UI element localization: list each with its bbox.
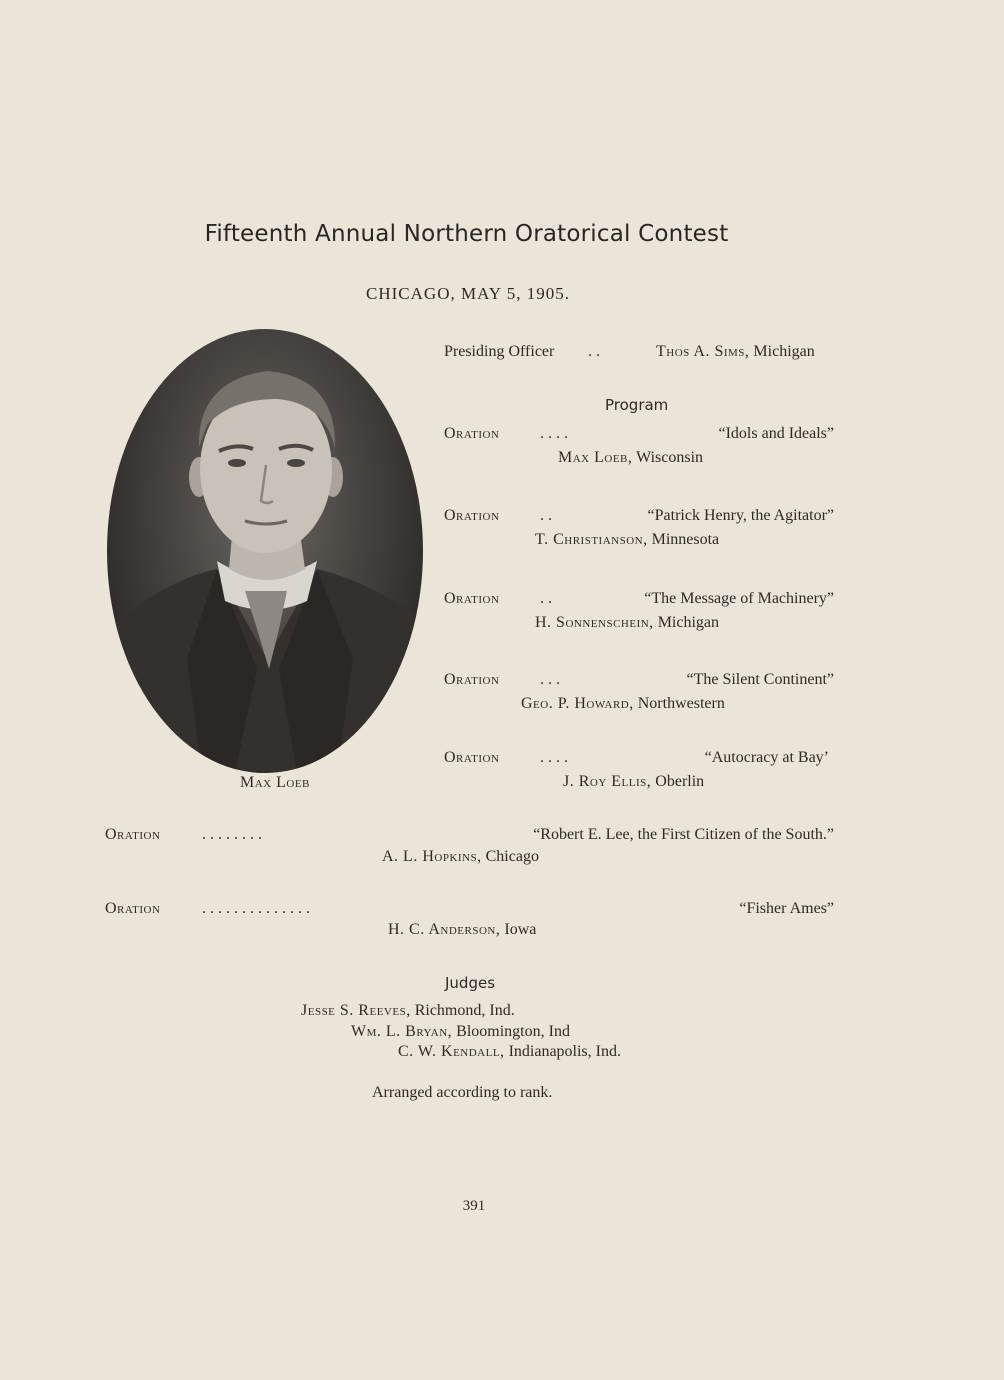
- oration-label: Oration: [105, 900, 161, 917]
- program-heading: Program: [605, 396, 669, 414]
- orator-school: Wisconsin: [636, 449, 704, 466]
- oration-title: “The Message of Machinery”: [644, 590, 834, 607]
- portrait-caption: Max Loeb: [240, 774, 310, 791]
- judge: [351, 1023, 570, 1041]
- oration-dots: . . . .: [540, 749, 568, 766]
- orator: [535, 531, 719, 549]
- judges-heading: Judges: [445, 974, 496, 992]
- orator: [388, 921, 536, 939]
- oration-title: “Autocracy at Bay’: [704, 749, 829, 766]
- judge-place: Richmond, Ind.: [414, 1002, 515, 1019]
- presiding-officer: [656, 343, 815, 361]
- judge-name: Wm. L. Bryan,: [351, 1023, 453, 1040]
- oration-title: “Patrick Henry, the Agitator”: [647, 507, 834, 524]
- oration-title: “Robert E. Lee, the First Citizen of the South.”: [533, 826, 834, 843]
- oration-dots: . .: [540, 590, 552, 607]
- presiding-name: Thos A. Sims,: [656, 343, 750, 360]
- judge-place: Bloomington, Ind: [456, 1023, 570, 1040]
- rank-note: Arranged according to rank.: [372, 1084, 553, 1101]
- oration-title: “The Silent Continent”: [686, 671, 834, 688]
- presiding-school: Michigan: [753, 343, 815, 360]
- portrait-photo: [107, 329, 423, 773]
- judge-name: C. W. Kendall,: [398, 1043, 505, 1060]
- orator-school: Oberlin: [655, 773, 705, 790]
- contest-date: CHICAGO, MAY 5, 1905.: [366, 284, 570, 303]
- orator: [535, 614, 719, 632]
- orator: [558, 449, 703, 467]
- portrait-figure: [107, 329, 423, 773]
- orator-school: Northwestern: [637, 695, 725, 712]
- orator: [521, 695, 725, 713]
- orator-school: Minnesota: [651, 531, 720, 548]
- page-title: Fifteenth Annual Northern Oratorical Contest: [204, 221, 729, 247]
- oration-label: Oration: [444, 749, 500, 766]
- orator: [563, 773, 704, 791]
- orator-name: Geo. P. Howard,: [521, 695, 634, 712]
- oration-dots: . . . . . . . . . . . . . .: [202, 900, 310, 917]
- judge-place: Indianapolis, Ind.: [508, 1043, 621, 1060]
- judge: [301, 1002, 515, 1020]
- oration-label: Oration: [444, 507, 500, 524]
- oration-label: Oration: [444, 590, 500, 607]
- oration-label: Oration: [444, 671, 500, 688]
- oration-label: Oration: [444, 425, 500, 442]
- oration-dots: . . . .: [540, 425, 568, 442]
- orator-name: H. Sonnenschein,: [535, 614, 654, 631]
- presiding-dots: . .: [588, 343, 600, 360]
- oration-dots: . . . . . . . .: [202, 826, 262, 843]
- presiding-label: Presiding Officer: [444, 343, 555, 360]
- oration-dots: . .: [540, 507, 552, 524]
- oration-dots: . . .: [540, 671, 560, 688]
- orator-name: T. Christianson,: [535, 531, 648, 548]
- oration-title: “Idols and Ideals”: [718, 425, 834, 442]
- page-number: 391: [462, 1198, 486, 1214]
- judge: [398, 1043, 621, 1061]
- oration-title: “Fisher Ames”: [739, 900, 834, 917]
- judge-name: Jesse S. Reeves,: [301, 1002, 411, 1019]
- orator-school: Chicago: [485, 848, 539, 865]
- orator-name: J. Roy Ellis,: [563, 773, 652, 790]
- oration-label: Oration: [105, 826, 161, 843]
- orator-name: Max Loeb,: [558, 449, 633, 466]
- orator-name: A. L. Hopkins,: [382, 848, 482, 865]
- orator-school: Iowa: [504, 921, 537, 938]
- orator-name: H. C. Anderson,: [388, 921, 501, 938]
- orator: [382, 848, 539, 866]
- orator-school: Michigan: [657, 614, 720, 631]
